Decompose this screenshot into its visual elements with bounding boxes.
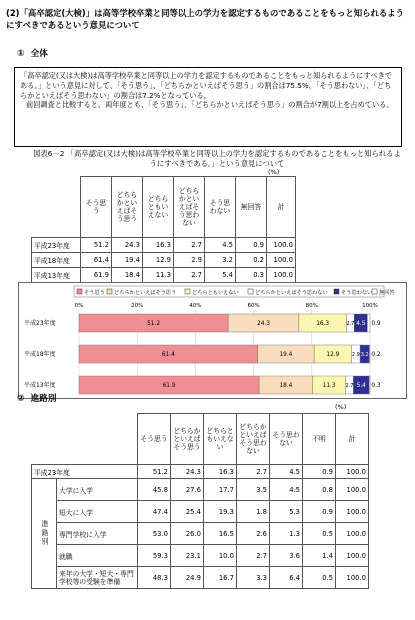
row-label: 平成23年度 [32,238,81,253]
cell: 100.0 [267,253,296,268]
bar-segment [369,376,370,394]
cell: 25.4 [171,501,204,523]
row-label: 平成18年度 [32,253,81,268]
section1-label: 全体 [30,49,48,59]
cell: 16.5 [204,523,237,545]
cell: 4.5 [270,479,303,501]
x-tick-label: 0% [74,303,84,309]
cell: 1.3 [270,523,303,545]
data-label: 0.3 [371,383,381,389]
table1 [31,176,296,283]
cell: 27.6 [171,479,204,501]
legend-label: そう思う [84,290,105,296]
summary-paragraph-1: 「高卒認定(又は大検)は高等学校卒業と同等以上の学力を認定するものであることをもっと知られるようにすべきである。」という意見に対して、「そう思う」、「どちらかといえばそう思う」の割合は75.5%、「そう思わない」、「どちらかといえばそう思わない」の割合は7.2%となっている。 [20,71,393,100]
table1-header: どちらかといえばそう思う [112,177,143,238]
cell: 61.9 [81,268,112,283]
section1-title [17,47,48,59]
cell: 0.5 [303,567,336,589]
cell: 24.3 [112,238,143,253]
table1-unit: (%) [268,168,280,176]
cell: 1.4 [303,545,336,567]
cell: 17.7 [204,479,237,501]
cell: 3.6 [270,545,303,567]
cell: 4.5 [205,238,236,253]
table-row [32,523,369,545]
figure-caption: 図表6－2 「高卒認定(又は大検)は高等学校卒業と同等以上の学力を認定するものであることをもっと知られるようにすべきである。」という意見について [33,149,401,168]
row-label: 来年の大学・短大・専門学校等の受験を準備 [57,567,138,589]
table2-header: 不明 [303,414,336,465]
data-label: 51.2 [147,321,161,327]
cell: 19.3 [204,501,237,523]
table2 [31,413,369,589]
cell: 5.4 [205,268,236,283]
cell: 61.4 [81,253,112,268]
cell: 100.0 [336,545,369,567]
legend-label: どちらかといえばそう思う [114,290,177,296]
section-heading: (2)「高卒認定(大検)」は高等学校卒業と同等以上の学力を認定するものであることをもっと知られるようにすべきであるという意見について [6,8,405,30]
row-label: 平成13年度 [32,268,81,283]
table-row [32,479,369,501]
cell: 51.2 [81,238,112,253]
cell: 0.9 [236,238,267,253]
table1-corner [32,177,81,238]
cell: 59.3 [138,545,171,567]
cell: 2.6 [237,523,270,545]
data-label: 24.3 [257,321,270,327]
data-label: 18.4 [279,383,293,389]
table-row [32,567,369,589]
cell: 16.3 [204,465,237,479]
cell: 0.3 [236,268,267,283]
row-label: 短大に入学 [57,501,138,523]
data-label: 19.4 [279,352,293,358]
group-label: 進路別 [32,479,57,589]
legend-swatch [185,289,190,294]
legend-swatch [334,289,339,294]
cell: 2.7 [174,238,205,253]
row-label: 専門学校に入学 [57,523,138,545]
cell: 48.3 [138,567,171,589]
stacked-bar-chart [18,282,407,399]
bar-segment [369,345,370,363]
chart-svg [19,283,406,398]
table2-header: どちらともいえない [204,414,237,465]
data-label: 12.9 [326,352,340,358]
table2-header: 計 [336,414,369,465]
table-row [32,545,369,567]
legend-label: どちらかといえばそう思わない [255,290,328,296]
table1-header: そう思う [81,177,112,238]
legend-swatch [107,289,112,294]
table-row [32,268,296,283]
cell: 26.0 [171,523,204,545]
section2-number: ② [17,394,25,404]
table2-header-row [32,414,369,465]
cell: 100.0 [336,479,369,501]
cell: 19.4 [112,253,143,268]
x-tick-label: 40% [189,303,202,309]
table2-header: どちらかといえばそう思う [171,414,204,465]
legend-swatch [77,289,82,294]
cell: 53.0 [138,523,171,545]
cell: 3.2 [205,253,236,268]
table1-header: どちらともいえない [143,177,174,238]
table-row [32,238,296,253]
cell: 45.8 [138,479,171,501]
data-label: 16.3 [316,321,330,327]
legend-label: そう思わない [341,290,373,296]
cell: 0.9 [303,465,336,479]
cell: 100.0 [336,567,369,589]
cell: 16.7 [204,567,237,589]
cell: 6.4 [270,567,303,589]
cell: 1.8 [237,501,270,523]
cell: 11.3 [143,268,174,283]
table1-header: そう思わない [205,177,236,238]
cell: 2.7 [237,545,270,567]
cell: 0.5 [303,523,336,545]
x-tick-label: 20% [131,303,144,309]
legend-label: どちらともいえない [192,290,239,296]
cell: 0.8 [303,479,336,501]
cell: 12.9 [143,253,174,268]
row-label: 就職 [57,545,138,567]
table2-header: どちらかといえばそう思わない [237,414,270,465]
table2-unit: (%) [335,403,347,411]
row-label: 平成23年度 [32,465,138,479]
table-row [32,465,369,479]
section2-label: 進路別 [30,394,57,404]
x-tick-label: 60% [247,303,260,309]
cell: 3.5 [237,479,270,501]
x-tick-label: 80% [305,303,318,309]
cell: 100.0 [336,501,369,523]
summary-box [14,67,402,147]
cell: 3.3 [237,567,270,589]
cell: 18.4 [112,268,143,283]
section1-number: ① [17,49,25,59]
cell: 47.4 [138,501,171,523]
cell: 0.2 [236,253,267,268]
summary-paragraph-2: 前回調査と比較すると、両年度とも、「そう思う」、「どちらかといえばそう思う」の割合が7割以上を占めている。 [26,100,394,110]
data-label: 61.9 [162,383,176,389]
cell: 23.1 [171,545,204,567]
data-label: 3.2 [360,352,369,358]
bar-segment [367,314,370,332]
data-label: 5.4 [356,383,366,389]
table1-header: 計 [267,177,296,238]
row-label: 大学に入学 [57,479,138,501]
legend-swatch [372,289,377,294]
data-label: 0.9 [371,321,381,327]
table1-header: どちらかといえばそう思わない [174,177,205,238]
table-row [32,253,296,268]
cell: 100.0 [267,238,296,253]
cell: 2.9 [174,253,205,268]
legend-label: 無回答 [379,290,395,296]
x-tick-label: 100% [362,303,378,309]
table2-corner [32,414,138,465]
data-label: 11.3 [322,383,336,389]
cell: 10.0 [204,545,237,567]
cell: 100.0 [267,268,296,283]
table-row [32,501,369,523]
category-label: 平成18年度 [24,351,56,358]
cell: 51.2 [138,465,171,479]
table2-header: そう思う [138,414,171,465]
data-label: 2.7 [346,321,355,327]
section2-title [17,392,56,404]
table1-header: 無回答 [236,177,267,238]
cell: 100.0 [336,465,369,479]
data-label: 4.5 [356,321,366,327]
legend-swatch [248,289,253,294]
cell: 4.5 [270,465,303,479]
cell: 5.3 [270,501,303,523]
data-label: 61.4 [161,352,175,358]
data-label: 2.7 [345,383,354,389]
category-label: 平成23年度 [24,320,56,327]
cell: 0.9 [303,501,336,523]
cell: 24.3 [171,465,204,479]
table1-header-row [32,177,296,238]
data-label: 2.9 [351,352,360,358]
cell: 24.9 [171,567,204,589]
cell: 16.3 [143,238,174,253]
data-label: 0.2 [371,352,381,358]
cell: 2.7 [237,465,270,479]
category-label: 平成13年度 [24,382,56,389]
cell: 2.7 [174,268,205,283]
table2-header: そう思わない [270,414,303,465]
cell: 100.0 [336,523,369,545]
